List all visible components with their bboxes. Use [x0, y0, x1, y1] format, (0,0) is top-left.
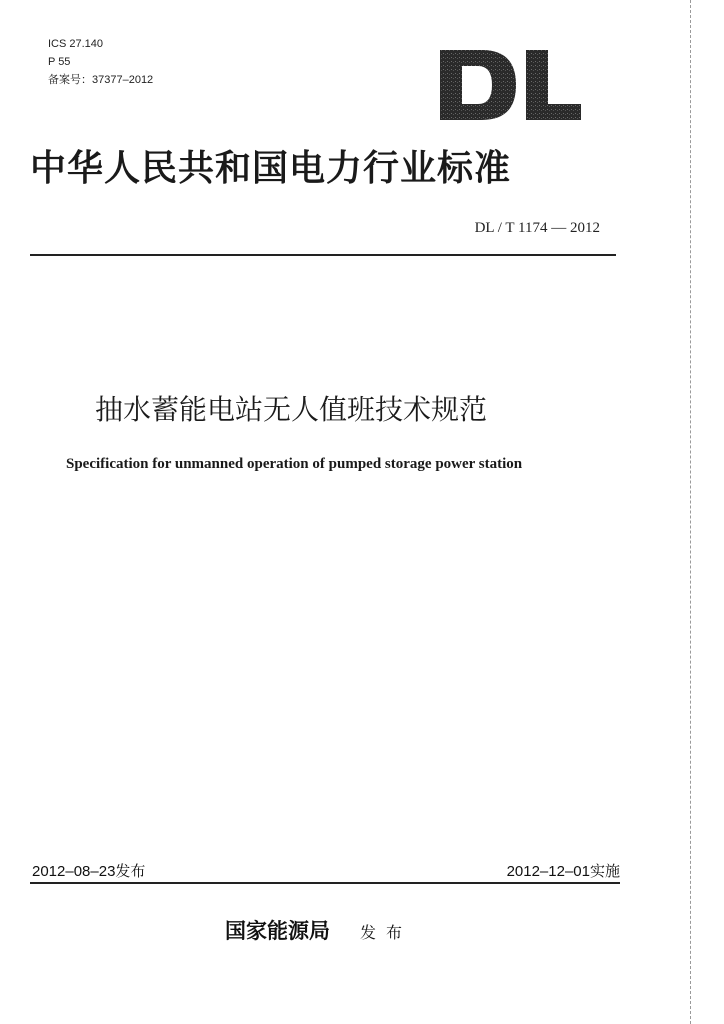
filing-number: 备案号：37377–2012 — [48, 74, 154, 86]
standard-category-title: 中华人民共和国电力行业标准 — [30, 147, 512, 189]
implementation-date: 2012–12–01实施 — [506, 863, 620, 880]
class-code: P 55 — [48, 56, 71, 68]
issuer-line — [225, 915, 412, 945]
issuing-authority: 国家能源局 — [225, 918, 330, 943]
standard-code: DL / T 1174 — 2012 — [474, 220, 600, 236]
dl-logo — [438, 48, 583, 122]
document-title-english: Specification for unmanned operation of pumped storage power station — [66, 456, 523, 472]
header-divider — [30, 254, 616, 256]
classification-block — [48, 35, 153, 89]
scan-edge-line — [690, 0, 692, 1024]
ics-code: ICS 27.140 — [48, 38, 104, 50]
footer-divider — [30, 882, 620, 884]
issue-action: 发布 — [360, 923, 413, 942]
document-title-chinese: 抽水蓄能电站无人值班技术规范 — [95, 393, 488, 426]
issue-date: 2012–08–23发布 — [32, 863, 146, 880]
